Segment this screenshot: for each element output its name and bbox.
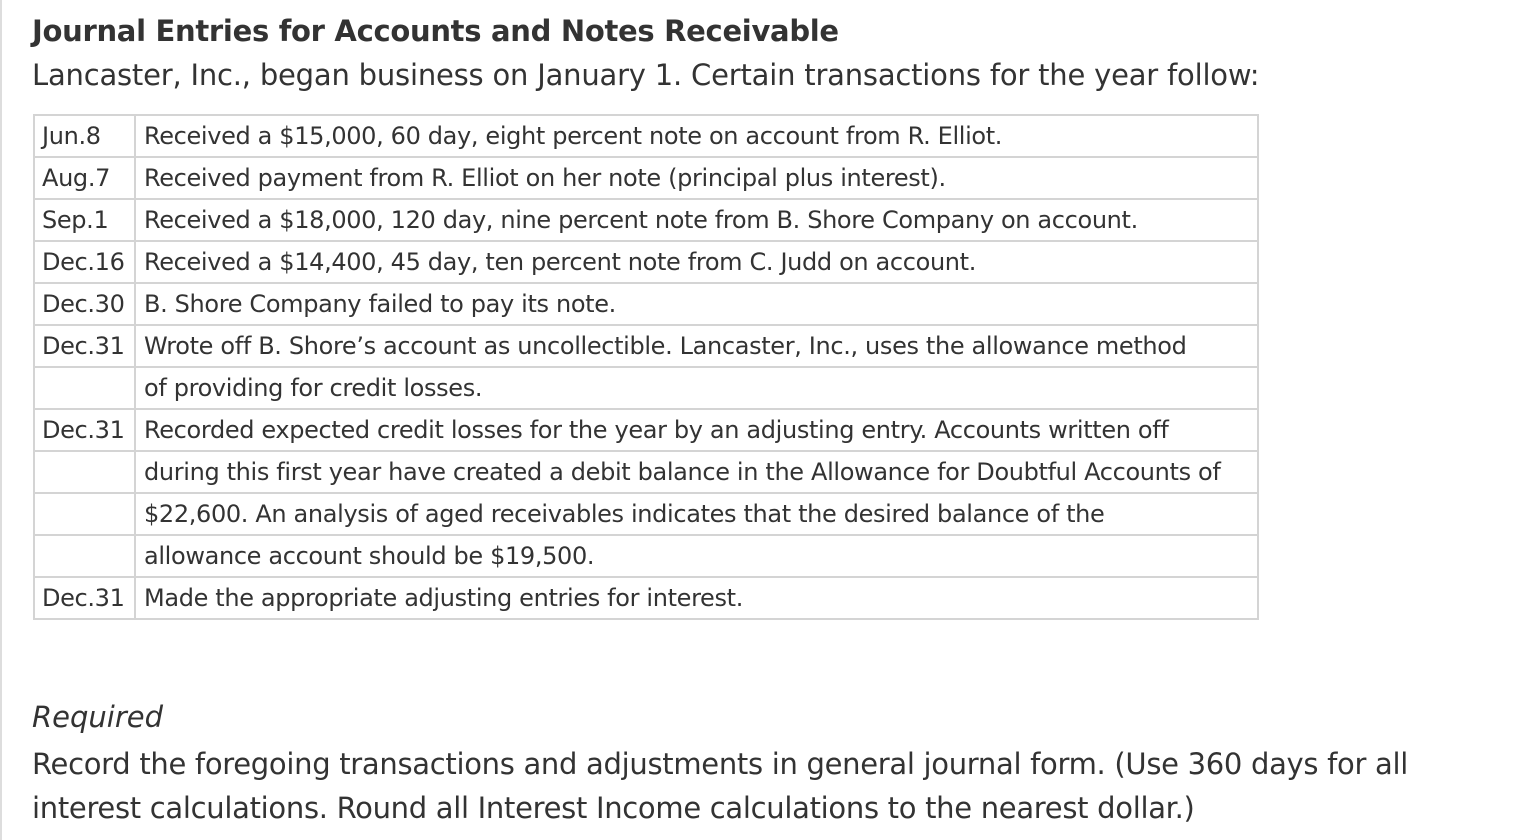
instructions-text: Record the foregoing transactions and adjustments in general journal form. (Use 360 days for all interest calculations. Round all Interest Income calculations to the nearest dollar.) xyxy=(32,747,1409,825)
transaction-date: Dec.16 xyxy=(34,241,135,283)
table-row xyxy=(34,157,1258,199)
transaction-description: Made the appropriate adjusting entries for interest. xyxy=(135,577,1258,619)
transactions-table xyxy=(33,114,1259,620)
table-row xyxy=(34,199,1258,241)
table-row xyxy=(34,325,1258,367)
transaction-description: Received payment from R. Elliot on her note (principal plus interest). xyxy=(135,157,1258,199)
required-heading: Required xyxy=(32,700,164,734)
page-title: Journal Entries for Accounts and Notes Receivable xyxy=(32,14,839,48)
transaction-date: Jun.8 xyxy=(34,115,135,157)
transaction-date: Aug.7 xyxy=(34,157,135,199)
transaction-description: during this first year have created a debit balance in the Allowance for Doubtful Accounts of xyxy=(135,451,1258,493)
intro-text: Lancaster, Inc., began business on January 1. Certain transactions for the year follow: xyxy=(32,58,1260,92)
transaction-description: Received a $18,000, 120 day, nine percent note from B. Shore Company on account. xyxy=(135,199,1258,241)
left-border-rule xyxy=(0,0,2,840)
transaction-date: Dec.31 xyxy=(34,577,135,619)
transaction-date xyxy=(34,451,135,493)
table-row xyxy=(34,409,1258,451)
table-row xyxy=(34,241,1258,283)
transaction-description: $22,600. An analysis of aged receivables indicates that the desired balance of the xyxy=(135,493,1258,535)
transaction-description: Wrote off B. Shore’s account as uncollectible. Lancaster, Inc., uses the allowance method xyxy=(135,325,1258,367)
transaction-date: Dec.30 xyxy=(34,283,135,325)
transaction-date xyxy=(34,367,135,409)
transaction-date xyxy=(34,535,135,577)
table-row xyxy=(34,535,1258,577)
transaction-date: Dec.31 xyxy=(34,409,135,451)
transaction-description: Received a $14,400, 45 day, ten percent note from C. Judd on account. xyxy=(135,241,1258,283)
transaction-date: Sep.1 xyxy=(34,199,135,241)
transaction-description: B. Shore Company failed to pay its note. xyxy=(135,283,1258,325)
transaction-date xyxy=(34,493,135,535)
table-row xyxy=(34,115,1258,157)
table-row xyxy=(34,367,1258,409)
table-row xyxy=(34,577,1258,619)
transaction-description: Recorded expected credit losses for the year by an adjusting entry. Accounts written off xyxy=(135,409,1258,451)
transaction-description: of providing for credit losses. xyxy=(135,367,1258,409)
transaction-description: Received a $15,000, 60 day, eight percent note on account from R. Elliot. xyxy=(135,115,1258,157)
table-row xyxy=(34,283,1258,325)
transaction-date: Dec.31 xyxy=(34,325,135,367)
table-row xyxy=(34,493,1258,535)
transaction-description: allowance account should be $19,500. xyxy=(135,535,1258,577)
table-row xyxy=(34,451,1258,493)
